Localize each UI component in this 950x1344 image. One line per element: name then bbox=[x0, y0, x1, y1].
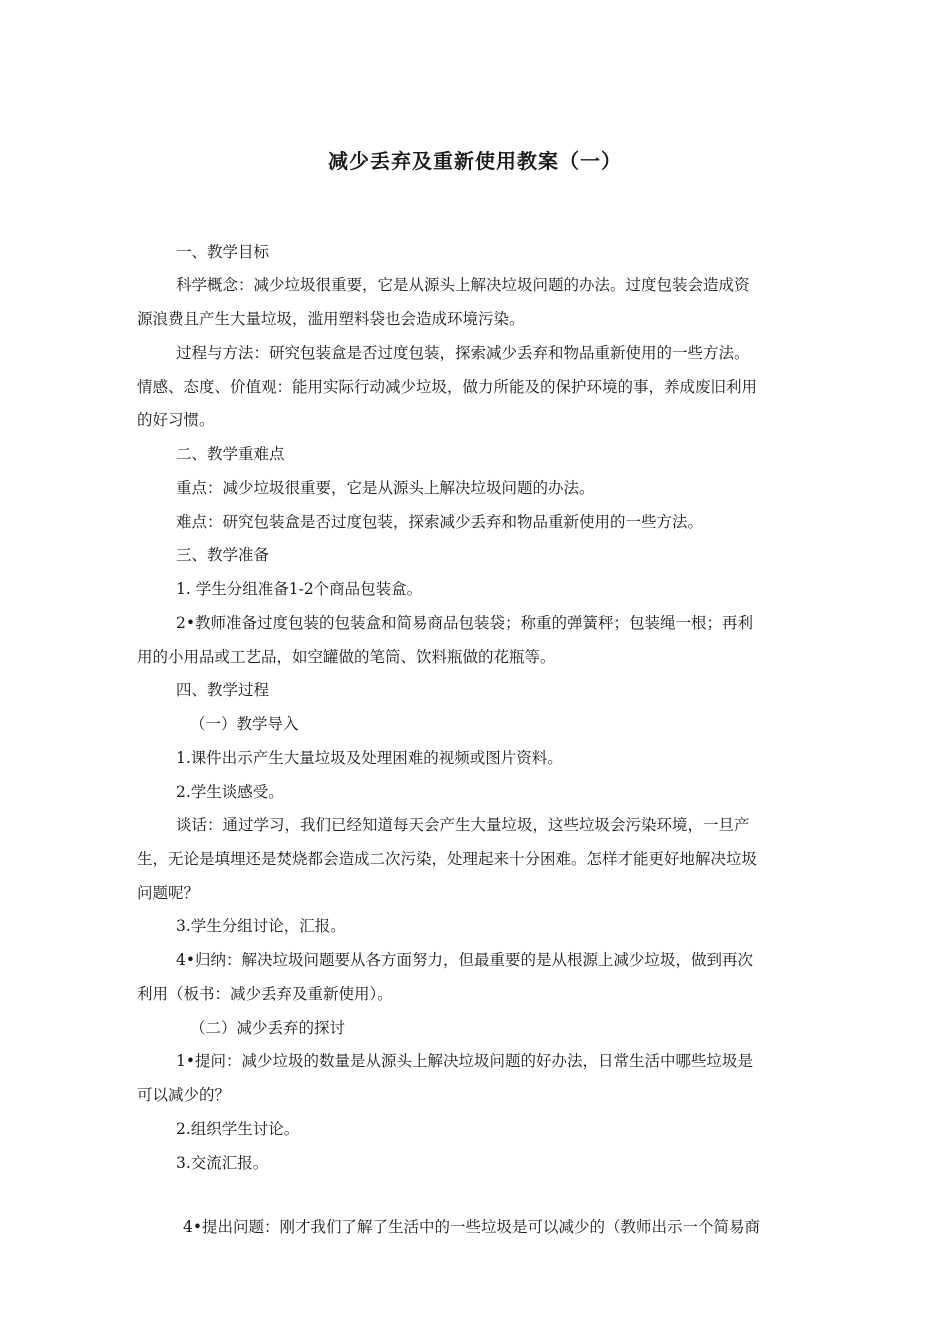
paragraph-line: 问题呢？ bbox=[137, 884, 200, 902]
list-item: 2.组织学生讨论。 bbox=[176, 1120, 300, 1138]
list-item: 4•归纳：解决垃圾问题要从各方面努力，但最重要的是从根源上减少垃圾，做到再次 bbox=[176, 951, 754, 969]
list-item: 1•提问：减少垃圾的数量是从源头上解决垃圾问题的好办法，日常生活中哪些垃圾是 bbox=[176, 1052, 754, 1070]
section-heading-preparation: 三、教学准备 bbox=[176, 546, 270, 564]
paragraph-line: 过程与方法：研究包装盒是否过度包装，探索减少丢弃和物品重新使用的一些方法。 bbox=[176, 344, 750, 362]
paragraph-line: 利用（板书：减少丢弃及重新使用）。 bbox=[137, 985, 393, 1003]
list-item: 3.交流汇报。 bbox=[176, 1154, 269, 1172]
list-item: 2•教师准备过度包装的包装盒和简易商品包装袋；称重的弹簧秤；包装绳一根；再利 bbox=[176, 614, 754, 632]
section-heading-key-points: 二、教学重难点 bbox=[176, 445, 285, 463]
paragraph-line: 谈话：通过学习，我们已经知道每天会产生大量垃圾，这些垃圾会污染环境，一旦产 bbox=[176, 816, 750, 834]
paragraph-line: 生，无论是填埋还是焚烧都会造成二次污染，处理起来十分困难。怎样才能更好地解决垃圾 bbox=[137, 850, 758, 868]
list-item: 4•提出问题：刚才我们了解了生活中的一些垃圾是可以减少的（教师出示一个简易商 bbox=[183, 1218, 761, 1236]
paragraph-line: 情感、态度、价值观：能用实际行动减少垃圾，做力所能及的保护环境的事，养成废旧利用 bbox=[137, 378, 758, 396]
list-item: 1.课件出示产生大量垃圾及处理困难的视频或图片资料。 bbox=[176, 749, 563, 767]
paragraph-line: 科学概念：减少垃圾很重要，它是从源头上解决垃圾问题的办法。过度包装会造成资 bbox=[176, 276, 750, 294]
paragraph-line: 重点：减少垃圾很重要，它是从源头上解决垃圾问题的办法。 bbox=[176, 479, 595, 497]
paragraph-line: 源浪费且产生大量垃圾，滥用塑料袋也会造成环境污染。 bbox=[137, 310, 525, 328]
section-heading-process: 四、教学过程 bbox=[176, 681, 270, 699]
paragraph-line: 难点：研究包装盒是否过度包装，探索减少丢弃和物品重新使用的一些方法。 bbox=[176, 513, 704, 531]
paragraph-line: 用的小用品或工艺品，如空罐做的笔筒、饮料瓶做的花瓶等。 bbox=[137, 648, 556, 666]
subsection-heading-intro: （一）教学导入 bbox=[190, 715, 299, 733]
list-item: 2.学生谈感受。 bbox=[176, 783, 284, 801]
paragraph-line: 的好习惯。 bbox=[137, 411, 215, 429]
list-item: 1. 学生分组准备1-2个商品包装盒。 bbox=[176, 580, 423, 598]
list-item: 3.学生分组讨论，汇报。 bbox=[176, 917, 346, 935]
subsection-heading-reduce: （二）减少丢弃的探讨 bbox=[190, 1019, 346, 1037]
section-heading-objectives: 一、教学目标 bbox=[176, 243, 270, 261]
document-title: 减少丢弃及重新使用教案（一） bbox=[328, 149, 622, 173]
paragraph-line: 可以减少的？ bbox=[137, 1086, 231, 1104]
